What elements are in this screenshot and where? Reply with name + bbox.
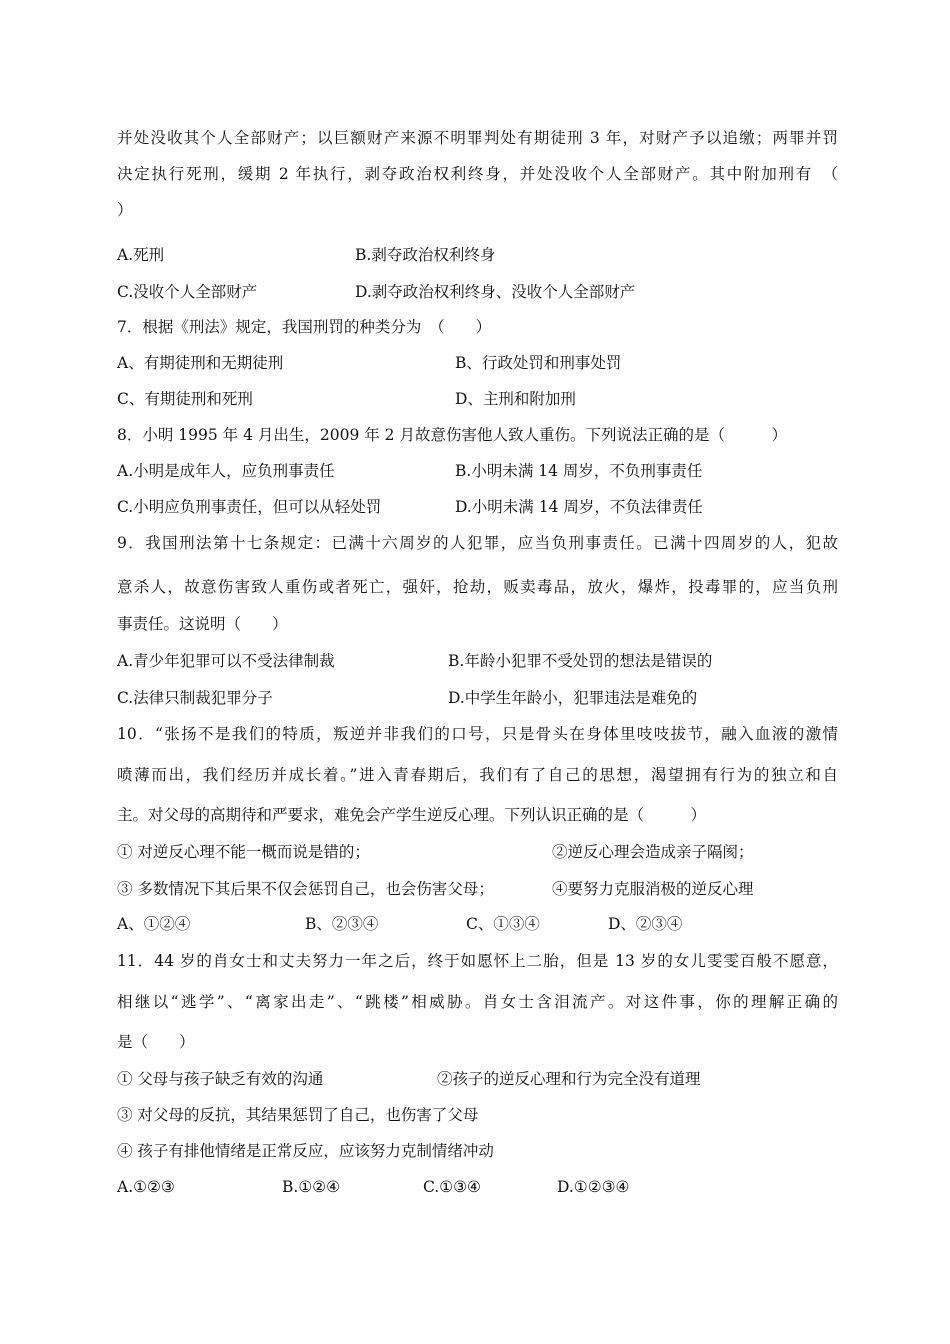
q10-line-1: 10．“张扬不是我们的特质，叛逆并非我们的口号，只是骨头在身体里吱吱拔节，融入血液的激情 [117,725,838,743]
q10-line-3: 主。对父母的高期待和严要求，难免会产学生逆反心理。下列认识正确的是（ ） [117,806,707,824]
q9-option-c: C.法律只制裁犯罪分子 [117,689,273,707]
q9-line-3: 事责任。这说明（ ） [117,615,288,633]
q10-statement-3: ③ 多数情况下其后果不仅会惩罚自己，也会伤害父母； [117,880,494,898]
intro-line-3: ） [117,201,133,219]
intro-line-1: 并处没收其个人全部财产；以巨额财产来源不明罪判处有期徒刑 3 年，对财产予以追缴；两罪并罚 [117,129,838,147]
q10-option-c: C、①③④ [466,915,540,933]
intro-line-2: 决定执行死刑，缓期 2 年执行，剥夺政治权利终身，并处没收个人全部财产。其中附加刑有 （ [117,165,838,183]
q7-option-a: A、有期徒刑和无期徒刑 [117,354,284,372]
q8-stem: 8．小明 1995 年 4 月出生，2009 年 2 月故意伤害他人致人重伤。下列说法正确的是（ ） [117,426,787,444]
q11-line-2: 相继以“逃学”、“离家出走”、“跳楼”相威胁。肖女士含泪流产。对这件事，你的理解正确的 [117,993,838,1011]
q8-option-b: B.小明未满 14 周岁，不负刑事责任 [455,462,703,480]
q11-statement-4: ④ 孩子有排他情绪是正常反应，应该努力克制情绪冲动 [117,1142,494,1160]
q11-option-a: A.①②③ [117,1178,175,1196]
q11-line-3: 是（ ） [117,1033,195,1051]
q7-option-c: C、有期徒刑和死刑 [117,390,253,408]
q10-option-a: A、①②④ [117,915,191,933]
q7-option-b: B、行政处罚和刑事处罚 [455,354,622,372]
q11-option-d: D.①②③④ [557,1178,630,1196]
q9-option-b: B.年龄小犯罪不受处罚的想法是错误的 [448,652,713,670]
q10-statement-2: ②逆反心理会造成亲子隔阂； [552,843,754,861]
q9-option-a: A.青少年犯罪可以不受法律制裁 [117,652,335,670]
q8-option-c: C.小明应负刑事责任，但可以从轻处罚 [117,498,382,516]
q11-statement-2: ②孩子的逆反心理和行为完全没有道理 [437,1070,701,1088]
intro-option-b: B.剥夺政治权利终身 [355,246,496,264]
q9-line-1: 9．我国刑法第十七条规定：已满十六周岁的人犯罪，应当负刑事责任。已满十四周岁的人，犯故 [117,534,838,552]
q11-option-c: C.①③④ [423,1178,481,1196]
q11-line-1: 11．44 岁的肖女士和丈夫努力一年之后，终于如愿怀上二胎，但是 13 岁的女儿雯雯百般不愿意， [117,952,838,970]
q7-stem: 7．根据《刑法》规定，我国刑罚的种类分为 （ ） [117,318,492,336]
intro-option-d: D.剥夺政治权利终身、没收个人全部财产 [355,283,636,301]
q10-statement-4: ④要努力克服消极的逆反心理 [552,880,754,898]
q10-option-d: D、②③④ [608,915,683,933]
q10-line-2: 喷薄而出，我们经历并成长着。”进入青春期后，我们有了自己的思想，渴望拥有行为的独立和自 [117,766,838,784]
intro-option-a: A.死刑 [117,246,165,264]
intro-option-c: C.没收个人全部财产 [117,283,258,301]
q9-line-2: 意杀人，故意伤害致人重伤或者死亡，强奸，抢劫，贩卖毒品，放火，爆炸，投毒罪的，应当负刑 [117,578,838,596]
q8-option-a: A.小明是成年人，应负刑事责任 [117,462,335,480]
q11-option-b: B.①②④ [282,1178,341,1196]
q10-statement-1: ① 对逆反心理不能一概而说是错的； [117,843,370,861]
q9-option-d: D.中学生年龄小，犯罪违法是难免的 [448,689,698,707]
q11-statement-1: ① 父母与孩子缺乏有效的沟通 [117,1070,324,1088]
q10-option-b: B、②③④ [305,915,379,933]
q7-option-d: D、主刑和附加刑 [455,390,576,408]
q11-statement-3: ③ 对父母的反抗，其结果惩罚了自己，也伤害了父母 [117,1106,479,1124]
q8-option-d: D.小明未满 14 周岁，不负法律责任 [455,498,703,516]
